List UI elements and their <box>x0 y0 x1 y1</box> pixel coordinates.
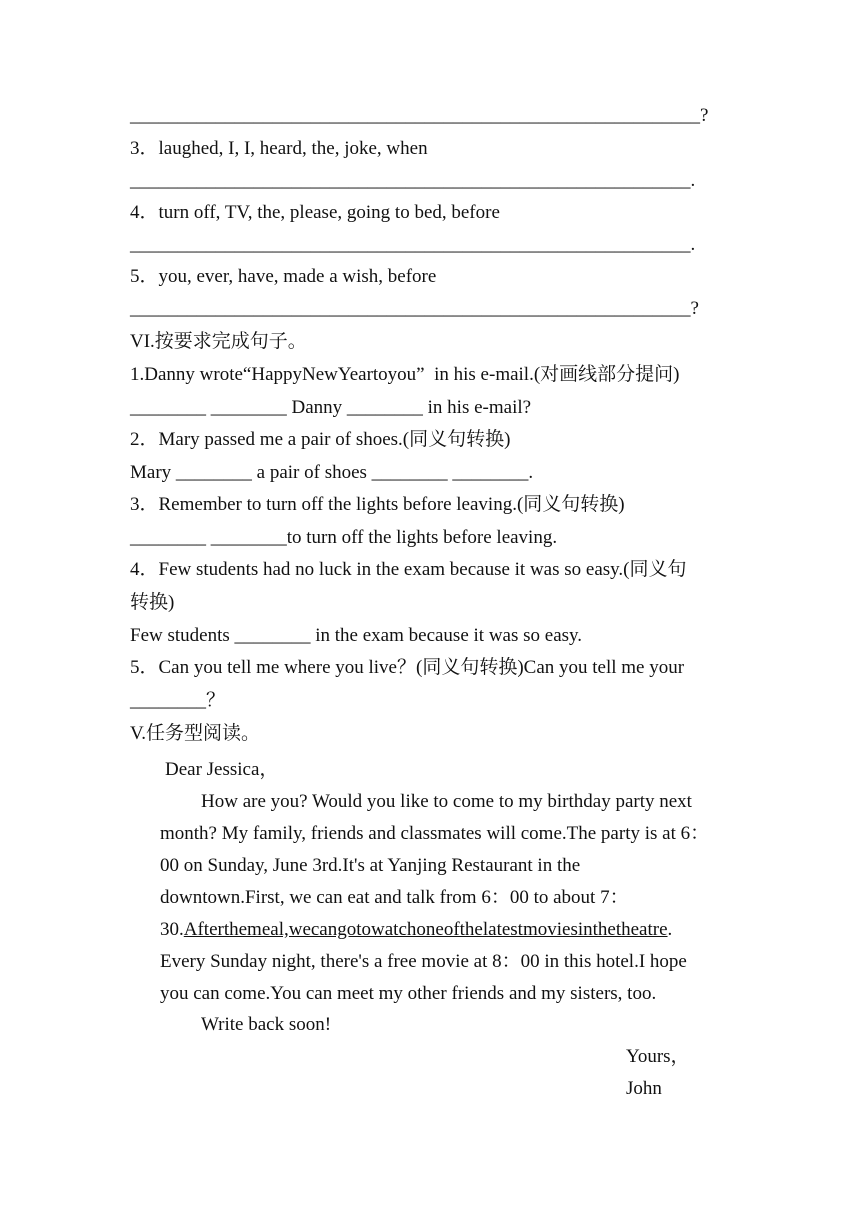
answer-line: Few students ________ in the exam because it was so easy. <box>130 625 583 646</box>
question-item: 4．turn off, TV, the, please, going to bed, before <box>130 202 500 223</box>
answer-line: ___________________________________________________________. <box>130 170 696 191</box>
question-item: 4．Few students had no luck in the exam because it was so easy.(同义句 <box>130 559 687 580</box>
question-item-continued: 转换) <box>130 592 175 613</box>
question-item: 3．laughed, I, I, heard, the, joke, when <box>130 138 428 159</box>
letter-line: Every Sunday night, there's a free movie at 8：00 in this hotel.I hope <box>160 951 687 972</box>
letter-line <box>160 918 672 942</box>
question-item: 1.Danny wrote“HappyNewYeartoyou” in his e-mail.(对画线部分提问) <box>130 364 680 385</box>
answer-line: ____________________________________________________________? <box>130 105 709 126</box>
answer-line: Mary ________ a pair of shoes ________ ________. <box>130 462 534 483</box>
question-item: 3．Remember to turn off the lights before leaving.(同义句转换) <box>130 494 625 515</box>
question-item: 2．Mary passed me a pair of shoes.(同义句转换) <box>130 429 511 450</box>
letter-greeting: Dear Jessica， <box>165 759 279 780</box>
underlined-sentence: Afterthemeal,wecangotowatchoneofthelatestmoviesinthetheatre <box>183 919 668 940</box>
letter-line-suffix: . <box>667 919 673 940</box>
section-heading: V.任务型阅读。 <box>130 723 261 744</box>
letter-signoff: Yours， <box>626 1046 690 1067</box>
letter-line: downtown.First, we can eat and talk from 6：00 to about 7： <box>160 887 629 908</box>
letter-signature: John <box>626 1078 662 1099</box>
question-item: 5．you, ever, have, made a wish, before <box>130 266 437 287</box>
answer-line: ___________________________________________________________? <box>130 298 699 319</box>
answer-line: ________ ________ Danny ________ in his e-mail? <box>130 397 532 418</box>
letter-line: How are you? Would you like to come to my birthday party next <box>201 791 692 812</box>
letter-line: month? My family, friends and classmates will come.The party is at 6： <box>160 823 710 844</box>
question-item: 5．Can you tell me where you live？(同义句转换)Can you tell me your <box>130 657 685 678</box>
letter-line-prefix: 30. <box>160 919 184 940</box>
answer-line: ___________________________________________________________. <box>130 234 696 255</box>
answer-line: ________ ________to turn off the lights before leaving. <box>130 527 558 548</box>
letter-line: 00 on Sunday, June 3rd.It's at Yanjing Restaurant in the <box>160 855 581 876</box>
section-heading: VI.按要求完成句子。 <box>130 331 307 352</box>
answer-line: ________？ <box>130 690 226 711</box>
letter-line: you can come.You can meet my other friends and my sisters, too. <box>160 983 657 1004</box>
letter-closing: Write back soon! <box>201 1014 332 1035</box>
